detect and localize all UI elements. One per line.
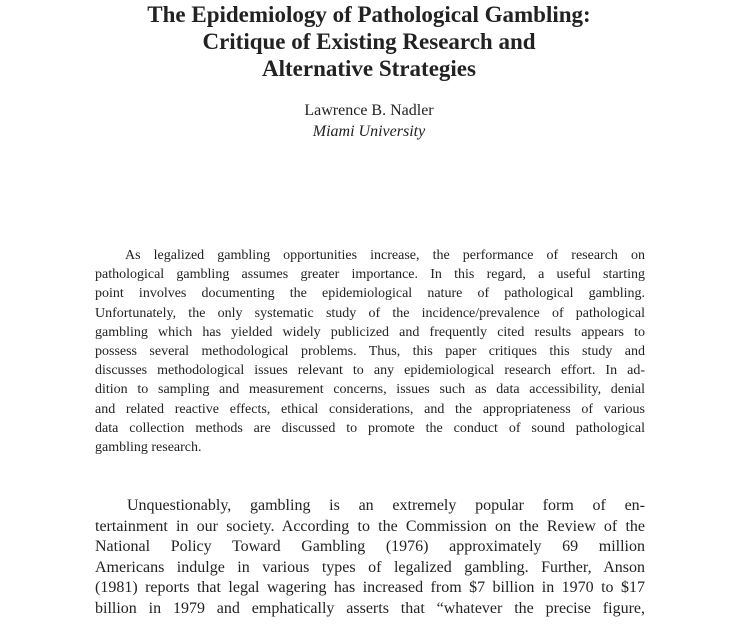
abstract-line: dition to sampling and measurement concerns, issues such as data accessibility, denial: [95, 382, 645, 398]
body-line: National Policy Toward Gambling (1976) approximately 69 million: [95, 538, 645, 556]
abstract-line: and related reactive effects, ethical considerations, and the appropriateness of various: [95, 401, 645, 417]
body-paragraph: [95, 496, 645, 620]
abstract-line: pathological gambling assumes greater importance. In this regard, a useful starting: [95, 267, 645, 283]
author-name: Lawrence B. Nadler: [304, 102, 434, 119]
abstract-line: discusses methodological issues relevant to any epidemiological research effort. In ad-: [95, 363, 645, 379]
body-line: tertainment in our society. According to the Commission on the Review of the: [95, 517, 645, 535]
abstract-line: As legalized gambling opportunities increase, the performance of research on: [125, 248, 645, 263]
abstract: [95, 246, 645, 457]
body-line: billion in 1979 and emphatically asserts that “whatever the precise figure,: [95, 599, 645, 617]
abstract-line: point involves documenting the epidemiological nature of pathological gambling.: [95, 286, 645, 302]
abstract-line: Unfortunately, the only systematic study of the incidence/prevalence of pathological: [95, 305, 645, 321]
body-line: Unquestionably, gambling is an extremely popular form of en-: [127, 497, 645, 514]
body-line: (1981) reports that legal wagering has increased from $7 billion in 1970 to $17: [95, 579, 645, 597]
author-affiliation: Miami University: [312, 123, 426, 140]
abstract-line: data collection methods are discussed to promote the conduct of sound pathological: [95, 420, 645, 436]
body-line: Americans indulge in various types of legalized gambling. Further, Anson: [95, 558, 645, 576]
title-line: Alternative Strategies: [262, 56, 476, 81]
abstract-line: possess several methodological problems. Thus, this paper critiques this study and: [95, 344, 645, 360]
paper-title: [0, 1, 738, 82]
title-line: The Epidemiology of Pathological Gambling:: [147, 2, 591, 27]
abstract-line: gambling which has yielded widely publicized and frequently cited results appears to: [95, 324, 645, 340]
abstract-line: gambling research.: [95, 440, 202, 456]
title-line: Critique of Existing Research and: [202, 29, 536, 54]
